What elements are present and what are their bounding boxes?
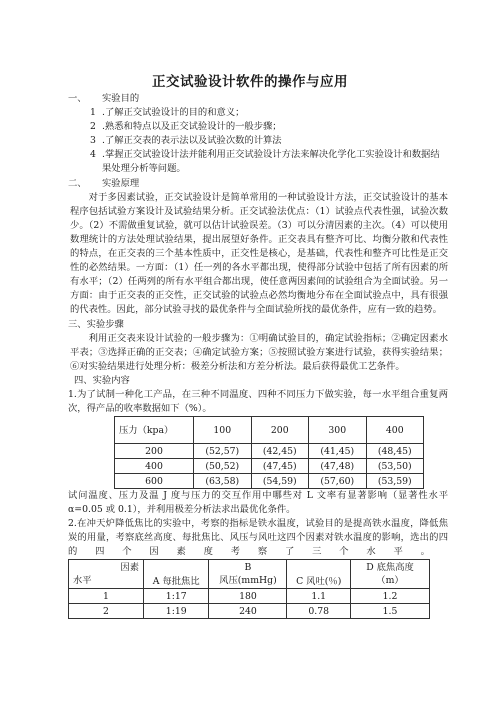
table-cell: 600: [115, 474, 194, 489]
header-b: 风压(mmHg): [219, 575, 277, 587]
section-heading-principle: [68, 177, 448, 191]
list-item: [70, 106, 448, 120]
spread-char: 因: [149, 546, 159, 558]
table-corner-cell: [69, 560, 144, 589]
header-c: C 风吐(％): [296, 576, 342, 588]
table-cell: 1.2: [351, 589, 430, 604]
table-header-cell: [209, 560, 287, 589]
objectives-list: [70, 106, 448, 176]
table-cell: (57,60): [309, 474, 367, 489]
table-cell: (54,59): [251, 474, 309, 489]
table-cell: 2: [69, 604, 144, 619]
table-cell: 1.5: [351, 604, 430, 619]
table-header-row: [69, 560, 430, 589]
question-1-followup: 试问温度、压力及温 J 度与压力的交互作用中哪些对 L 文率有显著影响（显著性水平 α=0.05 或 0.1），并利用极差分析法求出最优化条件。: [68, 490, 448, 516]
table-cell: 0.78: [287, 604, 351, 619]
list-item: [70, 134, 448, 148]
corner-factor-label: 因素: [120, 562, 139, 574]
table-row: [115, 459, 424, 474]
section-heading-objectives: [68, 92, 448, 106]
list-item: [70, 120, 448, 134]
table-header-cell: D 底焦高度（m）: [351, 560, 430, 589]
table-header-cell: [144, 560, 209, 589]
item-number: 4: [90, 149, 96, 161]
spread-char: 素: [176, 546, 186, 558]
table-cell: (53,59): [366, 474, 424, 489]
section-title: 实验目的: [102, 93, 140, 104]
spread-char: 三: [312, 546, 322, 558]
table-cell: (50,52): [194, 459, 252, 474]
header-a: A 每批焦比: [152, 576, 200, 588]
section-title: 实验原理: [102, 177, 140, 189]
spread-char: 的: [68, 546, 78, 558]
table-cell: (53,50): [366, 459, 424, 474]
factor-level-table: [68, 559, 430, 619]
table-cell: 1:19: [144, 604, 209, 619]
item-text: .掌握正交试验设计法并能利用正交试验设计方法来解决化学化工实验设计和数据结果处理分析等问题。: [102, 149, 440, 175]
item-number: 3: [90, 135, 96, 147]
spread-char: 水: [366, 546, 376, 558]
table-cell: (48,45): [366, 444, 424, 459]
table-header-cell: 100: [194, 417, 252, 444]
table-cell: (42,45): [251, 444, 309, 459]
principle-paragraph: 对于多因素试验，正交试验设计是简单常用的一种试验设计方法，正交试验设计的基本程序包括试验方案设计及试验结果分析。正交试验法优点：（1）试验点代表性强，试验次数少。（2）不需做重复试验，就可以估计试验误差。（3）可以分清因素的主次。（4）可以使用数理统计的方法处理试验结果，提出展望好条件。正交表具有整齐可比、均衡分散和代表性的特点，在正交表的三个基本性质中，正交性是核心，是基础，代表性和整齐可比性是正交性的必然结果。一方面：（1）任一列的各水平都出现，使得部分试验中包括了所有因素的所有水平；（2）任两列的所有水平组合都出现，使任意两因素间的试验组合为全面试验。另一方面：由于正交表的正交性，正交试验的试验点必然均衡地分布在全面试验点中，具有很强的代表性。因此，部分试验寻找的最优条件与全面试验所找的最优条件，应有一致的趋势。: [70, 191, 448, 316]
document-body: [70, 92, 448, 619]
table-cell: (41,45): [309, 444, 367, 459]
section-number: 二、: [68, 177, 87, 189]
corner-level-label: 水平: [73, 575, 92, 587]
header-b-letter: B: [244, 562, 252, 574]
question-2-spread-line: [68, 545, 430, 559]
table-cell: (47,48): [309, 459, 367, 474]
table-row: [115, 474, 424, 489]
section-heading-content: 四、实验内容: [74, 374, 130, 386]
section-heading-steps: 三、实验步骤: [68, 318, 124, 330]
item-text: .了解正交表的表示法以及试验次数的计算法: [102, 135, 282, 147]
table-cell: (47,45): [251, 459, 309, 474]
page-title: 正交试验设计软件的操作与应用: [152, 74, 348, 90]
table-cell: 200: [115, 444, 194, 459]
item-text: .了解正交试验设计的目的和意义；: [102, 107, 245, 119]
question-1-text: 1.为了试制一种化工产品，在三种不同温度、四种不同压力下做实验，每一水平组合重复两次，得产品的收率数据如下（%）。: [68, 388, 448, 415]
spread-char: 个: [122, 546, 132, 558]
spread-char: 。: [420, 546, 430, 558]
table-cell: (52,57): [194, 444, 252, 459]
steps-paragraph: 利用正交表来设计试验的一般步骤为：①明确试验目的，确定试验指标；②确定因素水平表；③选择正确的正交表；④确定试验方案；⑤按照试验方案进行试验，获得实验结果；⑥对实验结果进行处理分析：极差分析法和方差分析法。最后获得最优工艺条件。: [70, 332, 448, 372]
spread-char: 度: [203, 546, 213, 558]
table-cell: 1:17: [144, 589, 209, 604]
section-number: 一、: [68, 93, 87, 104]
spread-char: 了: [285, 546, 295, 558]
table-cell: 240: [209, 604, 287, 619]
spread-char: 考: [230, 546, 241, 558]
list-item: [70, 148, 448, 176]
item-number: 1: [90, 107, 96, 119]
table-header-row: [115, 417, 424, 444]
spread-char: 察: [257, 546, 268, 558]
item-text: .熟悉和特点以及正交试验设计的一般步骤；: [102, 121, 282, 133]
table-corner-cell: 压力（kpa）: [115, 417, 194, 444]
table-row: [115, 444, 424, 459]
table-cell: 1.1: [287, 589, 351, 604]
table-header-cell: 200: [251, 417, 309, 444]
table-cell: (63,58): [194, 474, 252, 489]
spread-char: 平: [393, 546, 403, 558]
table-cell: 1: [69, 589, 144, 604]
item-number: 2: [90, 121, 96, 133]
table-cell: 180: [209, 589, 287, 604]
spread-char: 四: [95, 546, 105, 558]
spread-char: 个: [339, 546, 349, 558]
table-row: [69, 589, 430, 604]
question-2-text: 2.在冲天炉降低焦比的实验中，考察的指标是铁水温度，试验目的是提高铁水温度，降低焦炭的用量，考察底丝高度、每批焦比、风压与风吐这四个因素对铁水温度的影响，选出的四: [68, 518, 448, 544]
table-header-cell: [287, 560, 351, 589]
table-header-cell: 400: [366, 417, 424, 444]
yield-table: [114, 416, 424, 489]
table-row: [69, 604, 430, 619]
table-header-cell: 300: [309, 417, 367, 444]
table-cell: 400: [115, 459, 194, 474]
